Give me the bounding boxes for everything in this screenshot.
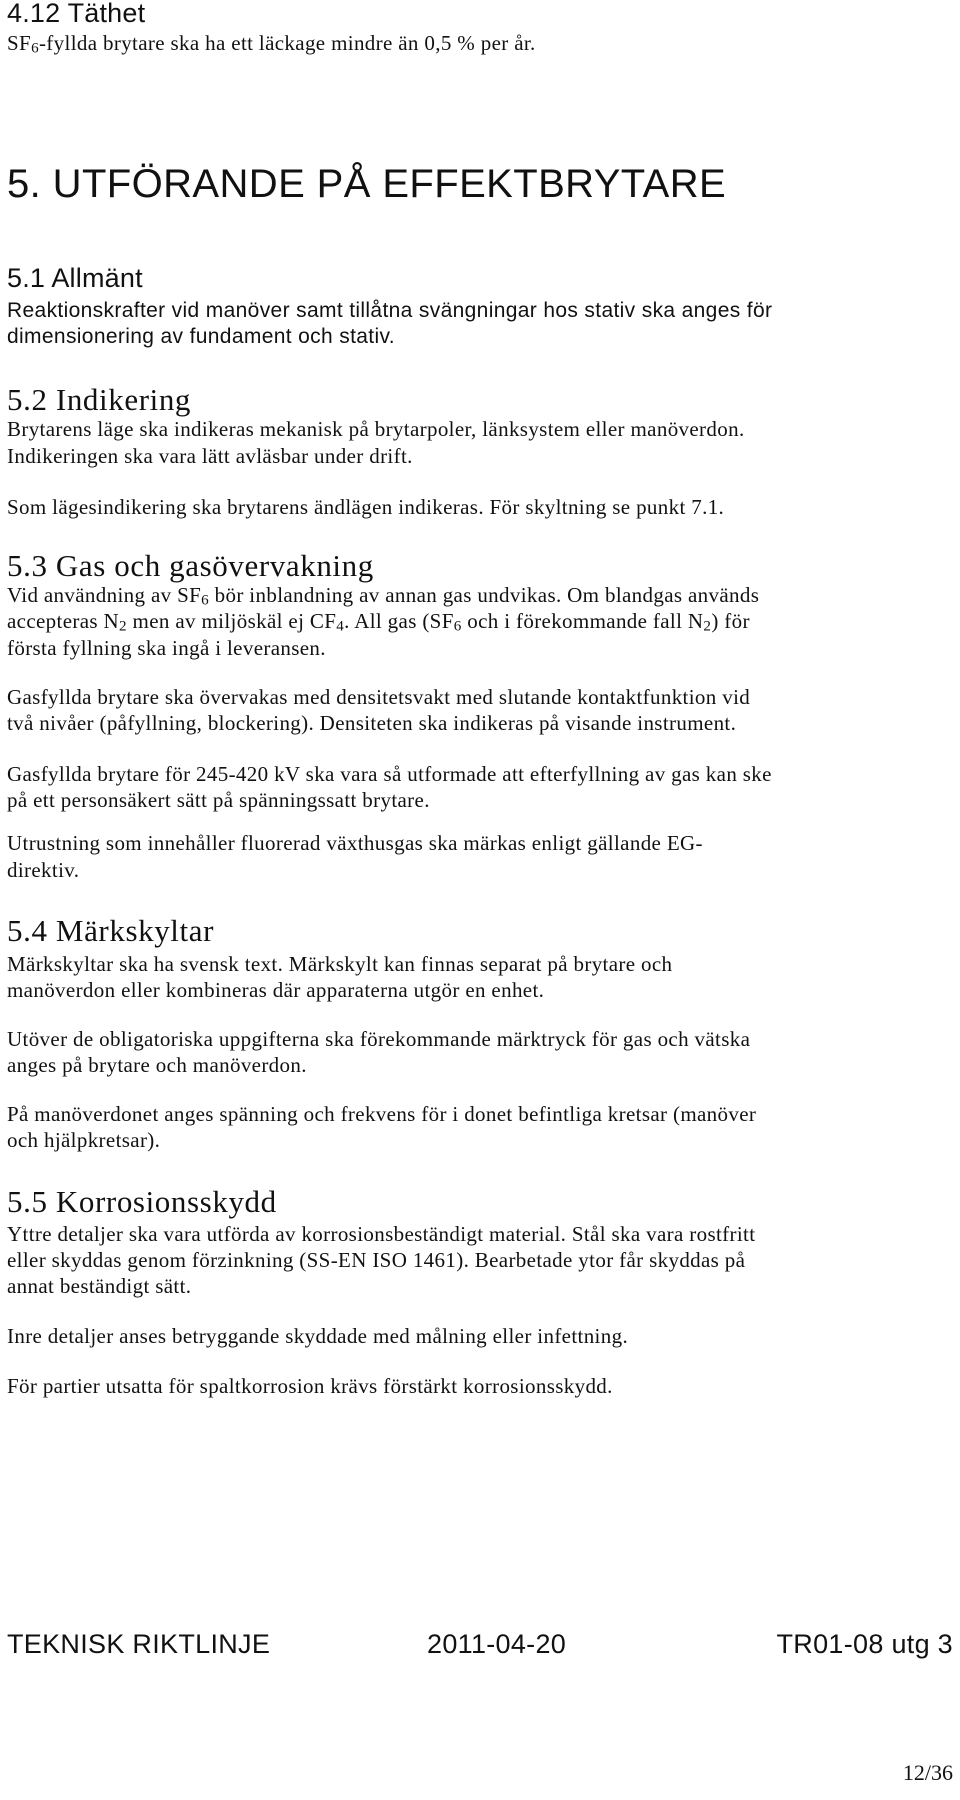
section-5-4-line-1: Märkskyltar ska ha svensk text. Märkskylt kan finnas separat på brytare och [7, 952, 673, 976]
section-5-4-line-3: Utöver de obligatoriska uppgifterna ska förekommande märktryck för gas och vätska [7, 1027, 751, 1051]
section-5-1-line-2: dimensionering av fundament och stativ. [7, 325, 395, 348]
section-5-4-line-2: manöverdon eller kombineras där apparaterna utgör en enhet. [7, 978, 545, 1002]
section-5-2-line-2: Indikeringen ska vara lätt avläsbar under drift. [7, 444, 413, 468]
section-5-2-line-3: Som lägesindikering ska brytarens ändlägen indikeras. För skyltning se punkt 7.1. [7, 495, 725, 519]
cf4-subscript: 4 [336, 618, 345, 635]
section-5-3-line-5: två nivåer (påfyllning, blockering). Densiteten ska indikeras på visande instrument. [7, 711, 737, 735]
section-4-12-line-rest: -fyllda brytare ska ha ett läckage mindre än 0,5 % per år. [38, 31, 536, 55]
footer-left-label: TEKNISK RIKTLINJE [7, 1629, 271, 1659]
section-5-5-line-1: Yttre detaljer ska vara utförda av korrosionsbeständigt material. Stål ska vara rostfritt [7, 1222, 756, 1246]
section-5-1-line-1: Reaktionskrafter vid manöver samt tillåtna svängningar hos stativ ska anges för [7, 299, 773, 322]
section-5-3-line-1-start: Vid användning av SF [7, 583, 202, 607]
section-5-3-heading: 5.3 Gas och gasövervakning [7, 548, 374, 583]
section-5-4-line-6: och hjälpkretsar). [7, 1128, 161, 1152]
section-5-3-line-6: Gasfyllda brytare för 245-420 kV ska vara så utformade att efterfyllning av gas kan ske [7, 762, 772, 786]
section-5-5-heading: 5.5 Korrosionsskydd [7, 1184, 277, 1219]
section-5-5-line-4: Inre detaljer anses betryggande skyddade med målning eller infettning. [7, 1324, 629, 1348]
footer-date: 2011-04-20 [427, 1629, 567, 1659]
section-5-4-heading: 5.4 Märkskyltar [7, 913, 215, 948]
section-5-4-line-5: På manöverdonet anges spänning och frekvens för i donet befintliga kretsar (manöver [7, 1102, 757, 1126]
sf-subscript: 6 [31, 40, 39, 57]
chapter-5-heading: 5. UTFÖRANDE PÅ EFFEKTBRYTARE [7, 162, 727, 206]
section-5-3-line-4: Gasfyllda brytare ska övervakas med densitetsvakt med slutande kontaktfunktion vid [7, 685, 751, 709]
section-5-3-line-2-d: och i förekommande fall N [461, 609, 704, 633]
section-5-5-line-3: annat beständigt sätt. [7, 1274, 192, 1298]
section-5-2-line-1: Brytarens läge ska indikeras mekanisk på brytarpoler, länksystem eller manöverdon. [7, 417, 745, 441]
sf-chemical-label: SF [7, 31, 32, 55]
n2-subscript: 2 [119, 618, 127, 635]
section-4-12-text [7, 31, 536, 57]
footer-document-code: TR01-08 utg 3 [776, 1629, 953, 1659]
sf6-subscript: 6 [453, 618, 462, 635]
sf-subscript: 6 [201, 592, 210, 609]
n2-subscript: 2 [703, 618, 712, 635]
section-5-5-line-5: För partier utsatta för spaltkorrosion krävs förstärkt korrosionsskydd. [7, 1374, 613, 1398]
section-5-3-line-2-e: ) för [711, 609, 750, 633]
section-5-3-line-8: Utrustning som innehåller fluorerad växthusgas ska märkas enligt gällande EG- [7, 831, 703, 855]
section-5-1-heading: 5.1 Allmänt [7, 263, 143, 293]
section-5-3-line-3: första fyllning ska ingå i leveransen. [7, 636, 326, 660]
section-4-12-heading: 4.12 Täthet [7, 0, 146, 28]
section-5-3-line-2-b: men av miljöskäl ej CF [126, 609, 337, 633]
section-5-4-line-4: anges på brytare och manöverdon. [7, 1053, 307, 1077]
section-5-3-line-1 [7, 583, 760, 609]
section-5-5-line-2: eller skyddas genom förzinkning (SS-EN ISO 1461). Bearbetade ytor får skyddas på [7, 1248, 746, 1272]
section-5-3-line-2-a: accepteras N [7, 609, 120, 633]
section-5-3-line-2-c: . All gas (SF [344, 609, 454, 633]
section-5-3-line-9: direktiv. [7, 858, 80, 882]
section-5-3-line-1-end: bör inblandning av annan gas undvikas. Om blandgas används [209, 583, 760, 607]
section-5-2-heading: 5.2 Indikering [7, 382, 192, 417]
page-number: 12/36 [902, 1760, 953, 1785]
section-5-3-line-7: på ett personsäkert sätt på spänningssatt brytare. [7, 788, 430, 812]
section-5-3-line-2 [7, 609, 750, 635]
